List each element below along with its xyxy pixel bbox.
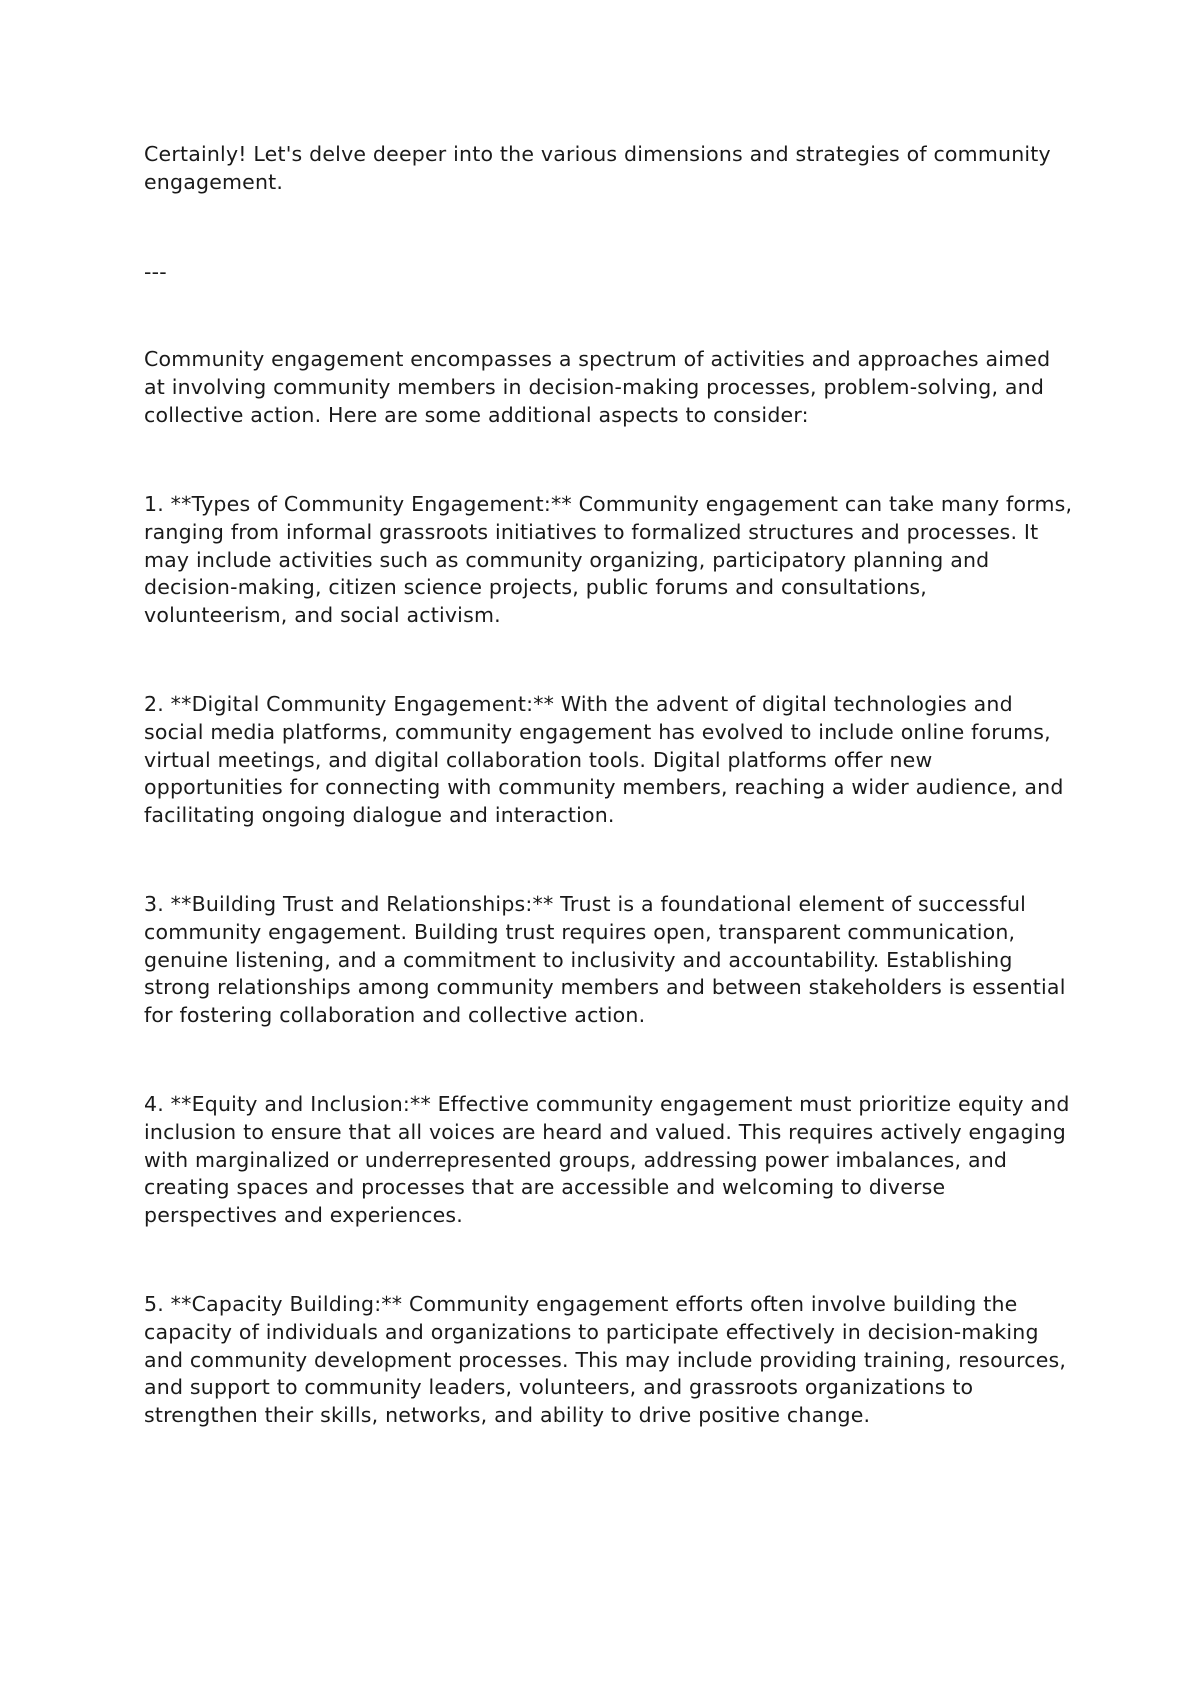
overview-paragraph: Community engagement encompasses a spectrum of activities and approaches aimed at involving community members in decision-making processes, problem-solving, and collective action. Here are some additional aspects to consider: <box>144 347 1051 427</box>
list-item-types-of-community-engagement: 1. **Types of Community Engagement:** Community engagement can take many forms, ranging from informal grassroots initiatives to formalized structures and processes. It may include activities such as community organizing, participatory planning and decision-making, citizen science projects, public forums and consultations, volunteerism, and social activism. <box>144 492 1073 628</box>
list-item-building-trust-and-relationships: 3. **Building Trust and Relationships:** Trust is a foundational element of successful community engagement. Building trust requires open, transparent communication, genuine listening, and a commitment to inclusivity and accountability. Establishing strong relationships among community members and between stakeholders is essential for fostering collaboration and collective action. <box>144 892 1066 1028</box>
list-item-capacity-building: 5. **Capacity Building:** Community engagement efforts often involve building the capacity of individuals and organizations to participate effectively in decision-making and community development processes. This may include providing training, resources, and support to community leaders, volunteers, and grassroots organizations to strengthen their skills, networks, and ability to drive positive change. <box>144 1292 1067 1428</box>
list-item-digital-community-engagement: 2. **Digital Community Engagement:** With the advent of digital technologies and social media platforms, community engagement has evolved to include online forums, virtual meetings, and digital collaboration tools. Digital platforms offer new opportunities for connecting with community members, reaching a wider audience, and facilitating ongoing dialogue and interaction. <box>144 692 1064 828</box>
list-item-equity-and-inclusion: 4. **Equity and Inclusion:** Effective community engagement must prioritize equity and inclusion to ensure that all voices are heard and valued. This requires actively engaging with marginalized or underrepresented groups, addressing power imbalances, and creating spaces and processes that are accessible and welcoming to diverse perspectives and experiences. <box>144 1092 1070 1228</box>
intro-paragraph: Certainly! Let's delve deeper into the various dimensions and strategies of community engagement. <box>144 142 1051 194</box>
section-divider: --- <box>144 260 167 284</box>
